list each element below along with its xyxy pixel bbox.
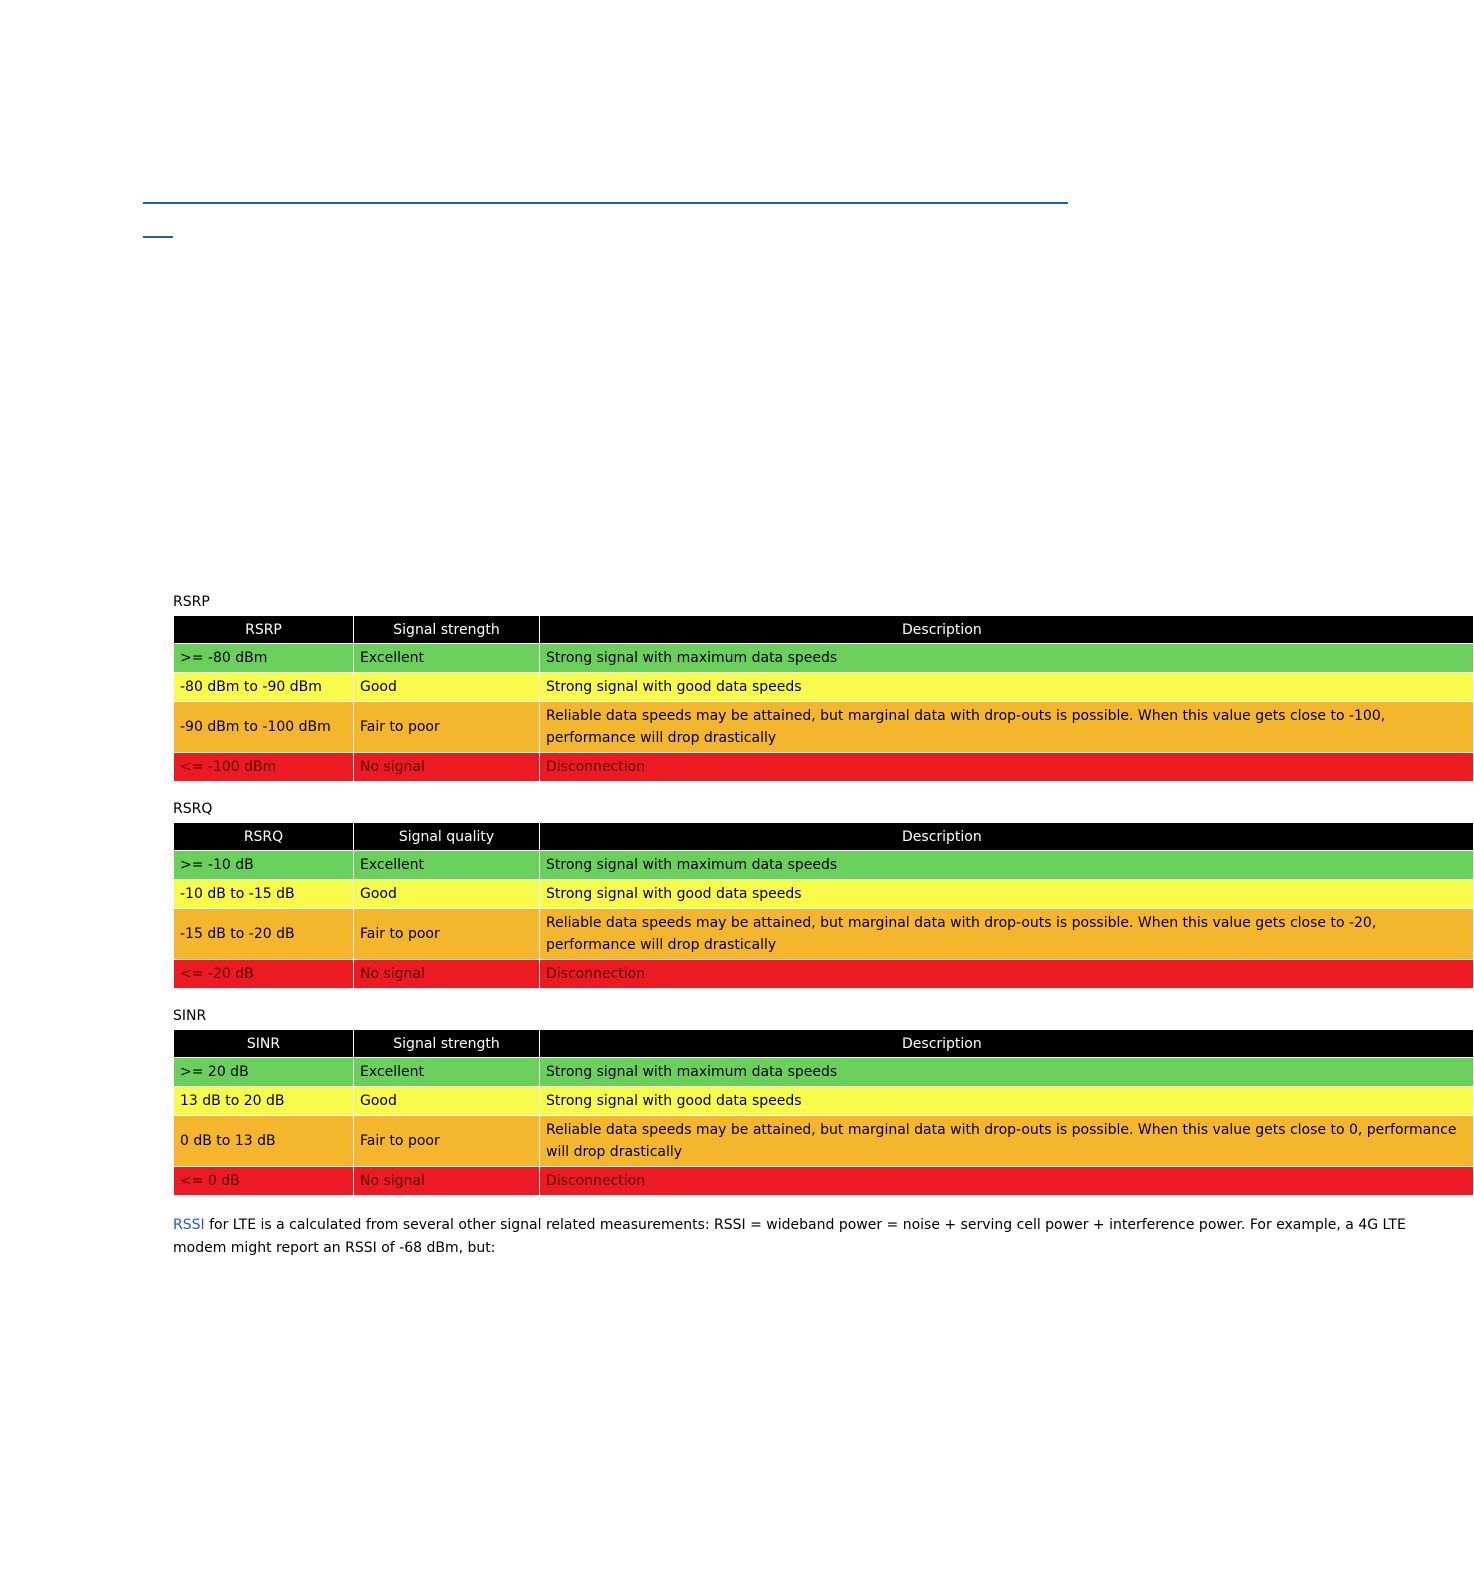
table-row-fair-to-poor [174, 909, 1474, 960]
level-cell: Fair to poor [354, 909, 540, 960]
range-cell: -90 dBm to -100 dBm [174, 702, 354, 753]
table-header-row [174, 823, 1474, 851]
column-header-description: Description [540, 616, 1474, 644]
table-row-fair-to-poor [174, 1116, 1474, 1167]
table-row-no-signal [174, 753, 1474, 782]
table-row-good [174, 673, 1474, 702]
rssi-paragraph [173, 1214, 1406, 1260]
rsrp-section-label: RSRP [173, 594, 210, 610]
table-row-good [174, 880, 1474, 909]
table-row-excellent [174, 851, 1474, 880]
range-cell: -80 dBm to -90 dBm [174, 673, 354, 702]
rssi-paragraph-line-1 [173, 1214, 1406, 1237]
rssi-paragraph-line-2: modem might report an RSSI of -68 dBm, but: [173, 1240, 496, 1256]
column-header-signal: Signal strength [354, 1030, 540, 1058]
range-cell: >= -10 dB [174, 851, 354, 880]
rssi-link[interactable]: RSSI [173, 1217, 205, 1233]
level-cell: No signal [354, 753, 540, 782]
range-cell: -15 dB to -20 dB [174, 909, 354, 960]
description-cell: Strong signal with maximum data speeds [540, 851, 1474, 880]
rsrp-table [173, 615, 1474, 782]
level-cell: Good [354, 673, 540, 702]
table-header-row [174, 1030, 1474, 1058]
description-cell: Strong signal with good data speeds [540, 673, 1474, 702]
range-cell: <= -20 dB [174, 960, 354, 989]
level-cell: Good [354, 880, 540, 909]
hyperlink-underline-continuation[interactable] [143, 236, 173, 238]
column-header-description: Description [540, 1030, 1474, 1058]
description-cell: Reliable data speeds may be attained, but marginal data with drop-outs is possible. When this value gets close to -20, performance will drop drastically [540, 909, 1474, 960]
table-row-good [174, 1087, 1474, 1116]
level-cell: Excellent [354, 644, 540, 673]
column-header-metric: RSRQ [174, 823, 354, 851]
description-cell: Strong signal with maximum data speeds [540, 644, 1474, 673]
rsrq-section-label: RSRQ [173, 801, 213, 817]
range-cell: -10 dB to -15 dB [174, 880, 354, 909]
signal-tables-section [173, 593, 1457, 1260]
description-cell: Strong signal with good data speeds [540, 1087, 1474, 1116]
hyperlink-underline[interactable] [143, 202, 1068, 204]
level-cell: Fair to poor [354, 702, 540, 753]
table-row-no-signal [174, 960, 1474, 989]
range-cell: 0 dB to 13 dB [174, 1116, 354, 1167]
column-header-signal: Signal quality [354, 823, 540, 851]
range-cell: >= 20 dB [174, 1058, 354, 1087]
column-header-metric: SINR [174, 1030, 354, 1058]
rssi-paragraph-text: for LTE is a calculated from several other signal related measurements: RSSI = wideband power = noise + serving cell power + interference power. For example, a 4G LTE [204, 1217, 1406, 1233]
description-cell: Strong signal with maximum data speeds [540, 1058, 1474, 1087]
level-cell: Excellent [354, 1058, 540, 1087]
level-cell: Excellent [354, 851, 540, 880]
column-header-signal: Signal strength [354, 616, 540, 644]
description-cell: Reliable data speeds may be attained, but marginal data with drop-outs is possible. When this value gets close to 0, performance will drop drastically [540, 1116, 1474, 1167]
sinr-table [173, 1029, 1474, 1196]
range-cell: <= -100 dBm [174, 753, 354, 782]
column-header-metric: RSRP [174, 616, 354, 644]
table-row-no-signal [174, 1167, 1474, 1196]
level-cell: Fair to poor [354, 1116, 540, 1167]
column-header-description: Description [540, 823, 1474, 851]
description-cell: Strong signal with good data speeds [540, 880, 1474, 909]
level-cell: No signal [354, 1167, 540, 1196]
range-cell: <= 0 dB [174, 1167, 354, 1196]
range-cell: 13 dB to 20 dB [174, 1087, 354, 1116]
description-cell: Disconnection [540, 1167, 1474, 1196]
level-cell: Good [354, 1087, 540, 1116]
range-cell: >= -80 dBm [174, 644, 354, 673]
description-cell: Disconnection [540, 753, 1474, 782]
table-row-excellent [174, 1058, 1474, 1087]
table-row-excellent [174, 644, 1474, 673]
description-cell: Reliable data speeds may be attained, but marginal data with drop-outs is possible. When this value gets close to -100, performance will drop drastically [540, 702, 1474, 753]
table-row-fair-to-poor [174, 702, 1474, 753]
table-header-row [174, 616, 1474, 644]
description-cell: Disconnection [540, 960, 1474, 989]
sinr-section-label: SINR [173, 1008, 207, 1024]
rsrq-table [173, 822, 1474, 989]
level-cell: No signal [354, 960, 540, 989]
